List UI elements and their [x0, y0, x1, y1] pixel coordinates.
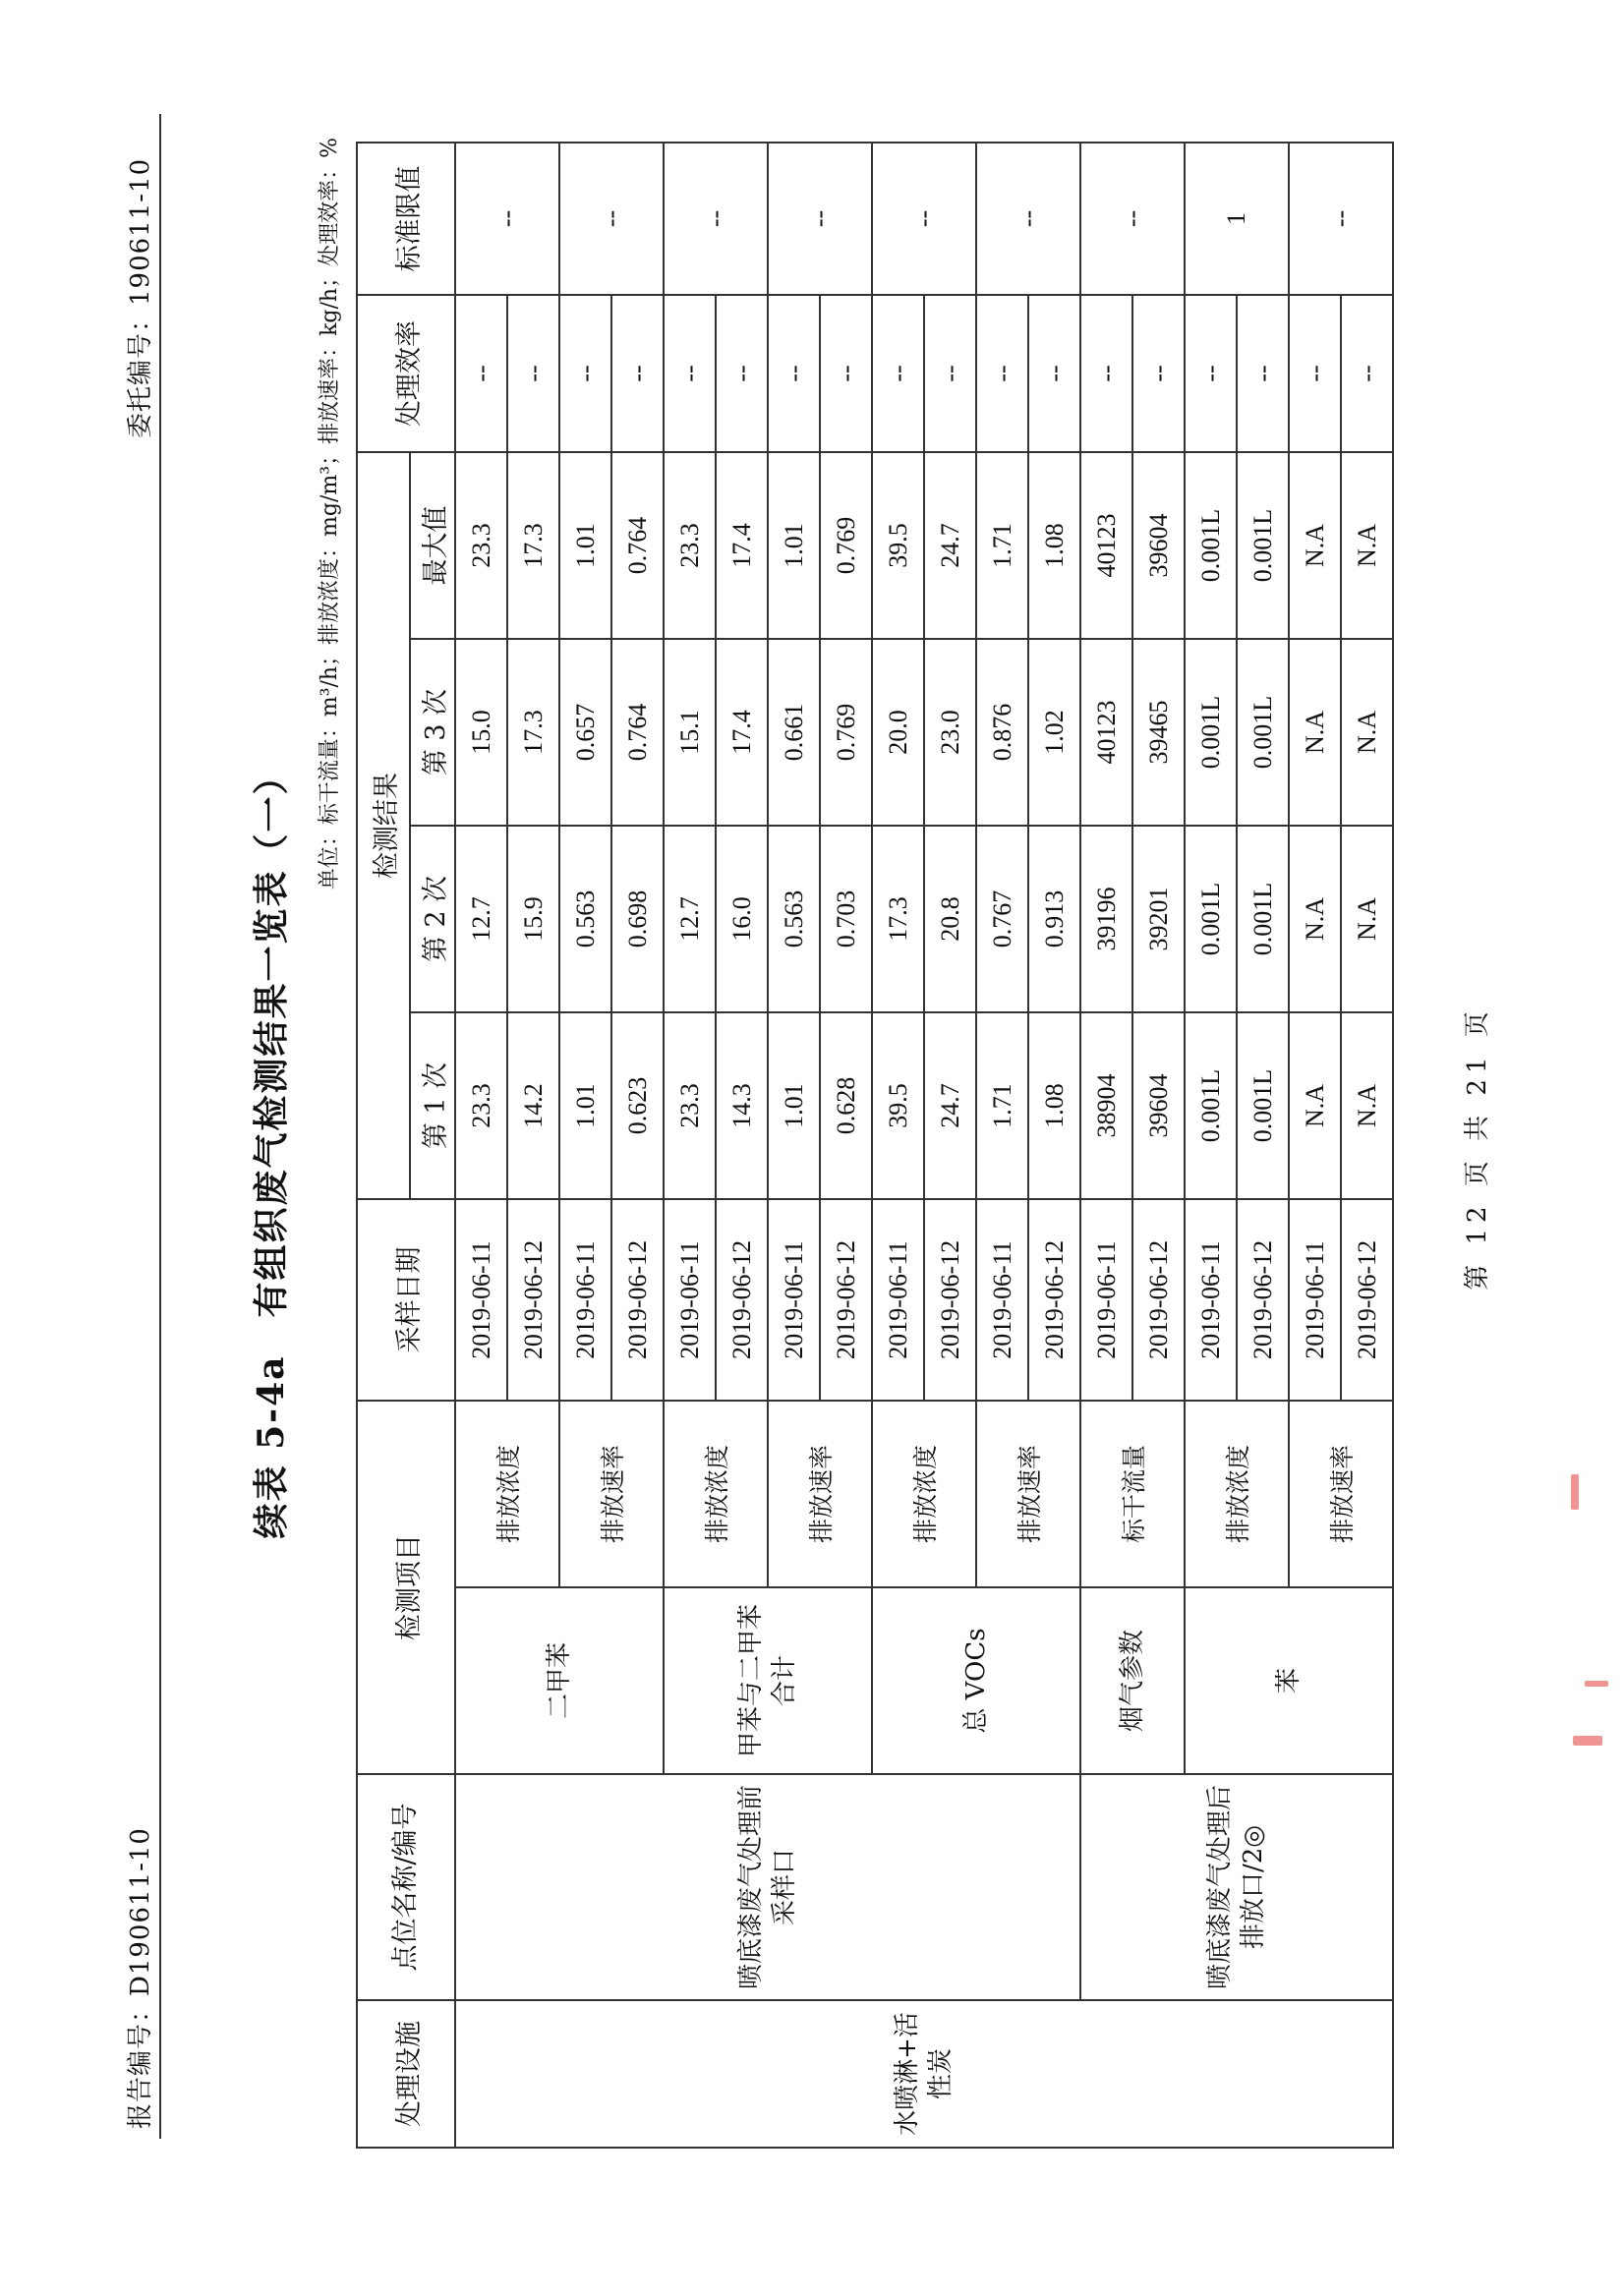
max-cell: 0.001L [1237, 452, 1289, 639]
run-3-cell: 1.02 [1028, 639, 1080, 826]
run-2-cell: 20.8 [924, 826, 976, 1012]
run-3-cell: 40123 [1080, 639, 1132, 826]
date-cell: 2019-06-11 [872, 1199, 924, 1401]
run-3-cell: 0.769 [820, 639, 872, 826]
efficiency-cell: -- [1341, 295, 1393, 452]
run-2-cell: 15.9 [507, 826, 559, 1012]
efficiency-cell: -- [1028, 295, 1080, 452]
run-1-cell: 23.3 [664, 1012, 716, 1199]
run-2-cell: N.A [1341, 826, 1393, 1012]
efficiency-cell: -- [455, 295, 507, 452]
max-cell: 39.5 [872, 452, 924, 639]
max-cell: 1.71 [976, 452, 1028, 639]
col-max: 最大值 [410, 452, 455, 639]
param-cell: 排放速率 [976, 1401, 1080, 1587]
units-note: 单位：标干流量：m³/h；排放浓度：mg/m³；排放速率：kg/h；处理效率：% [318, 138, 342, 890]
efficiency-cell: -- [1132, 295, 1185, 452]
limit-cell: -- [768, 143, 872, 295]
run-2-cell: 0.563 [768, 826, 820, 1012]
run-1-cell: 24.7 [924, 1012, 976, 1199]
run-1-cell: 39.5 [872, 1012, 924, 1199]
run-3-cell: 23.0 [924, 639, 976, 826]
date-cell: 2019-06-11 [976, 1199, 1028, 1401]
date-cell: 2019-06-12 [820, 1199, 872, 1401]
date-cell: 2019-06-11 [664, 1199, 716, 1401]
run-2-cell: 0.698 [611, 826, 664, 1012]
date-cell: 2019-06-12 [507, 1199, 559, 1401]
date-cell: 2019-06-12 [924, 1199, 976, 1401]
efficiency-cell: -- [1289, 295, 1341, 452]
run-2-cell: 0.767 [976, 826, 1028, 1012]
stamp-fragment [1571, 1474, 1579, 1510]
results-table [356, 142, 1394, 2149]
limit-cell: -- [872, 143, 976, 295]
run-1-cell: 23.3 [455, 1012, 507, 1199]
param-cell: 排放浓度 [664, 1401, 768, 1587]
max-cell: 0.001L [1185, 452, 1237, 639]
param-cell: 标干流量 [1080, 1401, 1185, 1587]
max-cell: 40123 [1080, 452, 1132, 639]
date-cell: 2019-06-12 [1341, 1199, 1393, 1401]
limit-cell: -- [455, 143, 559, 295]
run-3-cell: 0.001L [1237, 639, 1289, 826]
param-cell: 排放速率 [1289, 1401, 1393, 1587]
run-1-cell: 1.01 [559, 1012, 611, 1199]
run-3-cell: 0.876 [976, 639, 1028, 826]
date-cell: 2019-06-11 [768, 1199, 820, 1401]
col-point: 点位名称/编号 [357, 1774, 455, 2000]
date-cell: 2019-06-12 [1028, 1199, 1080, 1401]
efficiency-cell: -- [1237, 295, 1289, 452]
date-cell: 2019-06-12 [1132, 1199, 1185, 1401]
run-2-cell: 0.703 [820, 826, 872, 1012]
param-cell: 排放浓度 [1185, 1401, 1289, 1587]
efficiency-cell: -- [611, 295, 664, 452]
header-row-1 [357, 143, 410, 2148]
run-3-cell: 0.001L [1185, 639, 1237, 826]
efficiency-cell: -- [1080, 295, 1132, 452]
max-cell: 17.3 [507, 452, 559, 639]
run-2-cell: 0.563 [559, 826, 611, 1012]
stamp-fragment [1585, 1681, 1608, 1687]
run-2-cell: 0.001L [1237, 826, 1289, 1012]
run-2-cell: 0.913 [1028, 826, 1080, 1012]
efficiency-cell: -- [924, 295, 976, 452]
efficiency-cell: -- [507, 295, 559, 452]
col-run-2: 第 2 次 [410, 826, 455, 1012]
run-1-cell: 1.71 [976, 1012, 1028, 1199]
date-cell: 2019-06-12 [611, 1199, 664, 1401]
header-rule [159, 114, 161, 2139]
run-1-cell: 14.3 [716, 1012, 768, 1199]
item-cell: 甲苯与二甲苯合计 [664, 1587, 872, 1774]
max-cell: 1.01 [768, 452, 820, 639]
limit-cell: -- [976, 143, 1080, 295]
limit-cell: -- [664, 143, 768, 295]
item-cell: 总 VOCs [872, 1587, 1080, 1774]
param-cell: 排放浓度 [455, 1401, 559, 1587]
facility-cell: 水喷淋+活性炭 [455, 2000, 1393, 2148]
param-cell: 排放速率 [768, 1401, 872, 1587]
param-cell: 排放浓度 [872, 1401, 976, 1587]
limit-cell: 1 [1185, 143, 1289, 295]
point-pre-cell: 喷底漆废气处理前采样口 [455, 1774, 1080, 2000]
efficiency-cell: -- [820, 295, 872, 452]
date-cell: 2019-06-11 [559, 1199, 611, 1401]
run-1-cell: 0.001L [1185, 1012, 1237, 1199]
run-3-cell: 0.661 [768, 639, 820, 826]
max-cell: 24.7 [924, 452, 976, 639]
col-item: 检测项目 [357, 1401, 455, 1774]
results-body [455, 143, 1393, 2148]
max-cell: N.A [1341, 452, 1393, 639]
limit-cell: -- [1289, 143, 1393, 295]
max-cell: N.A [1289, 452, 1341, 639]
run-2-cell: 12.7 [455, 826, 507, 1012]
run-2-cell: 12.7 [664, 826, 716, 1012]
run-1-cell: 0.628 [820, 1012, 872, 1199]
run-3-cell: 20.0 [872, 639, 924, 826]
date-cell: 2019-06-12 [716, 1199, 768, 1401]
run-1-cell: N.A [1341, 1012, 1393, 1199]
run-1-cell: 1.01 [768, 1012, 820, 1199]
run-1-cell: 0.001L [1237, 1012, 1289, 1199]
run-3-cell: 15.0 [455, 639, 507, 826]
run-3-cell: 0.657 [559, 639, 611, 826]
col-run-3: 第 3 次 [410, 639, 455, 826]
max-cell: 0.769 [820, 452, 872, 639]
run-3-cell: N.A [1289, 639, 1341, 826]
date-cell: 2019-06-11 [1289, 1199, 1341, 1401]
max-cell: 1.01 [559, 452, 611, 639]
limit-cell: -- [559, 143, 664, 295]
param-cell: 排放速率 [559, 1401, 664, 1587]
run-1-cell: 39604 [1132, 1012, 1185, 1199]
table-row [455, 143, 507, 2148]
run-2-cell: 16.0 [716, 826, 768, 1012]
run-3-cell: N.A [1341, 639, 1393, 826]
report-number: 报告编号：D190611-10 [126, 1827, 155, 2129]
run-2-cell: 39201 [1132, 826, 1185, 1012]
efficiency-cell: -- [872, 295, 924, 452]
col-limit: 标准限值 [357, 143, 455, 295]
run-2-cell: N.A [1289, 826, 1341, 1012]
commission-number: 委托编号：190611-10 [126, 157, 155, 438]
run-3-cell: 17.4 [716, 639, 768, 826]
page-number: 第 12 页 共 21 页 [1463, 1005, 1492, 1291]
col-date: 采样日期 [357, 1199, 455, 1401]
efficiency-cell: -- [559, 295, 611, 452]
run-2-cell: 39196 [1080, 826, 1132, 1012]
max-cell: 23.3 [455, 452, 507, 639]
date-cell: 2019-06-11 [1185, 1199, 1237, 1401]
item-cell: 二甲苯 [455, 1587, 664, 1774]
run-2-cell: 0.001L [1185, 826, 1237, 1012]
efficiency-cell: -- [976, 295, 1028, 452]
run-1-cell: 14.2 [507, 1012, 559, 1199]
run-1-cell: 1.08 [1028, 1012, 1080, 1199]
date-cell: 2019-06-12 [1237, 1199, 1289, 1401]
max-cell: 1.08 [1028, 452, 1080, 639]
max-cell: 0.764 [611, 452, 664, 639]
efficiency-cell: -- [664, 295, 716, 452]
item-cell: 烟气参数 [1080, 1587, 1185, 1774]
stamp-fragment [1573, 1736, 1602, 1746]
run-1-cell: 0.623 [611, 1012, 664, 1199]
run-3-cell: 17.3 [507, 639, 559, 826]
limit-cell: -- [1080, 143, 1185, 295]
efficiency-cell: -- [768, 295, 820, 452]
run-2-cell: 17.3 [872, 826, 924, 1012]
date-cell: 2019-06-11 [455, 1199, 507, 1401]
efficiency-cell: -- [1185, 295, 1237, 452]
point-post-cell: 喷底漆废气处理后排放口/2◎ [1080, 1774, 1393, 2000]
efficiency-cell: -- [716, 295, 768, 452]
run-1-cell: N.A [1289, 1012, 1341, 1199]
run-3-cell: 39465 [1132, 639, 1185, 826]
col-efficiency: 处理效率 [357, 295, 455, 452]
max-cell: 23.3 [664, 452, 716, 639]
table-title: 续表 5-4a 有组织废气检测结果一览表（一） [251, 757, 292, 1539]
run-3-cell: 15.1 [664, 639, 716, 826]
max-cell: 17.4 [716, 452, 768, 639]
table-row [1080, 143, 1132, 2148]
col-results: 检测结果 [357, 452, 410, 1199]
run-3-cell: 0.764 [611, 639, 664, 826]
item-cell: 苯 [1185, 1587, 1393, 1774]
run-1-cell: 38904 [1080, 1012, 1132, 1199]
date-cell: 2019-06-11 [1080, 1199, 1132, 1401]
max-cell: 39604 [1132, 452, 1185, 639]
col-facility: 处理设施 [357, 2000, 455, 2148]
col-run-1: 第 1 次 [410, 1012, 455, 1199]
